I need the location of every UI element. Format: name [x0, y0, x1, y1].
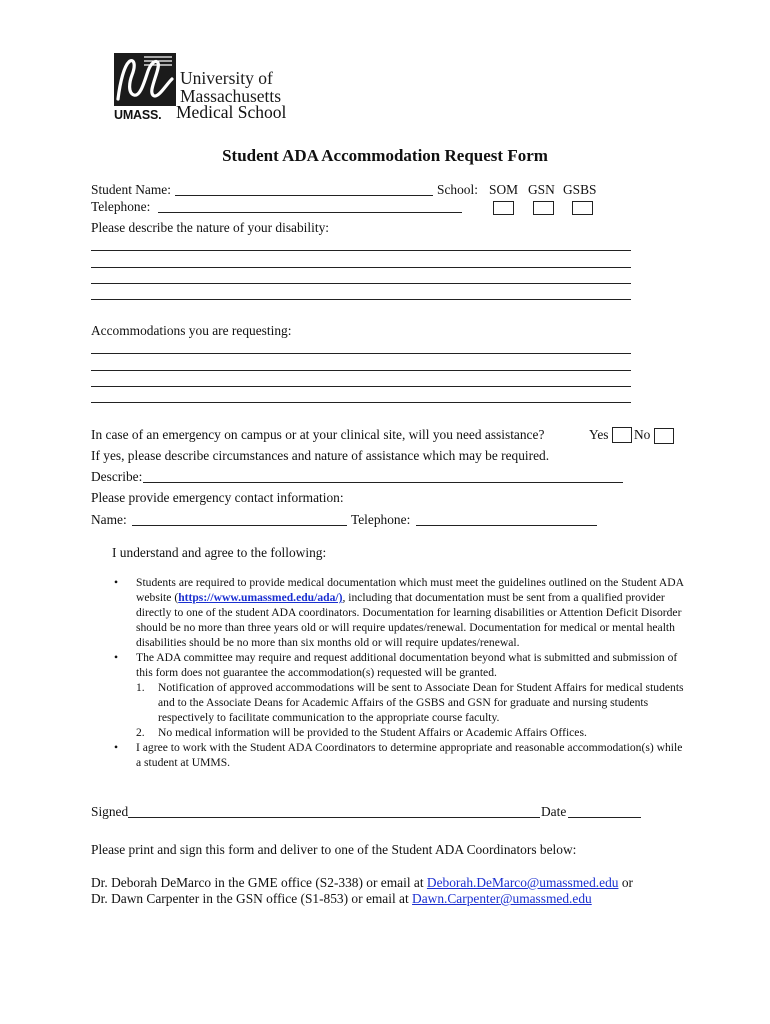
disability-line[interactable]	[91, 250, 631, 251]
bullet3-text: I agree to work with the Student ADA Coordinators to determine appropriate and reasonable accommodation(s) while a student at UMMS.	[136, 741, 683, 769]
telephone-field[interactable]	[158, 212, 462, 213]
coordinator-2-text: Dr. Dawn Carpenter in the GSN office (S1-853) or email at	[91, 891, 413, 906]
list-item	[114, 650, 684, 740]
telephone-label: Telephone:	[91, 199, 151, 214]
school-checkbox-gsbs[interactable]	[572, 201, 593, 215]
sub2-number: 2.	[136, 726, 145, 739]
if-yes-instruction: If yes, please describe circumstances and nature of assistance which may be required.	[91, 448, 550, 463]
coordinator-1-text: Dr. Deborah DeMarco in the GME office (S2-338) or email at	[91, 875, 427, 890]
emergency-question: In case of an emergency on campus or at your clinical site, will you need assistance?	[91, 427, 545, 442]
contact-name-field[interactable]	[132, 525, 347, 526]
umass-logo-icon	[114, 53, 176, 106]
coordinator-2-email-link[interactable]: Dawn.Carpenter@umassmed.edu	[412, 891, 592, 906]
logo-medical-school: Medical School	[176, 102, 287, 122]
accommodations-line[interactable]	[91, 353, 631, 354]
logo-university-of: University of	[180, 68, 273, 88]
disability-line[interactable]	[91, 283, 631, 284]
list-item	[136, 680, 684, 725]
accommodations-line[interactable]	[91, 402, 631, 403]
coordinator-1-email-link[interactable]: Deborah.DeMarco@umassmed.edu	[426, 875, 619, 890]
sub2-text: No medical information will be provided to the Student Affairs or Academic Affairs Offices.	[158, 726, 587, 739]
student-name-field[interactable]	[175, 195, 433, 196]
emergency-no-label: No	[634, 427, 651, 442]
school-option-som: SOM	[489, 182, 519, 197]
ada-website-link[interactable]: https://www.umassmed.edu/ada/)	[178, 591, 343, 604]
describe-label: Describe:	[91, 469, 143, 484]
agreement-list	[114, 575, 684, 770]
contact-name-label: Name:	[91, 512, 127, 527]
emergency-yes-label: Yes	[589, 427, 609, 442]
list-item	[136, 725, 684, 740]
coordinator-2	[91, 891, 592, 907]
bullet2-text: The ADA committee may require and request additional documentation beyond what is submitted and submission of this form does not guarantee the accommodation(s) requested will be granted.	[136, 651, 678, 679]
disability-line[interactable]	[91, 267, 631, 268]
delivery-instructions: Please print and sign this form and deliver to one of the Student ADA Coordinators below:	[91, 842, 577, 857]
signed-label: Signed	[91, 804, 129, 819]
emergency-contact-prompt: Please provide emergency contact information:	[91, 490, 344, 505]
school-checkbox-gsn[interactable]	[533, 201, 554, 215]
describe-field[interactable]	[143, 482, 623, 483]
school-label: School:	[437, 182, 478, 197]
school-option-gsn: GSN	[528, 182, 555, 197]
contact-telephone-field[interactable]	[416, 525, 597, 526]
bullet1-text-cont: , including that documentation must be sent from a qualified provider directly to one of the student ADA coordinators. Documentation for learning disabilities or Attention Deficit Disorder should be no more than three years old or will require updates/renewal. Documentation for medical or mental health disabilities should be no more than six months old or will require updates/renewal.	[136, 591, 682, 649]
logo-massachusetts: Massachusetts	[180, 86, 282, 106]
emergency-no-checkbox[interactable]	[654, 428, 674, 444]
list-item	[114, 740, 684, 770]
school-checkbox-som[interactable]	[493, 201, 514, 215]
school-option-gsbs: GSBS	[563, 182, 597, 197]
student-name-label: Student Name:	[91, 182, 171, 197]
sub-list	[136, 680, 684, 740]
date-field[interactable]	[568, 817, 641, 818]
date-label: Date	[541, 804, 567, 819]
page-title: Student ADA Accommodation Request Form	[222, 146, 548, 165]
bullet1-text: Students are required to provide medical documentation which must meet the guidelines outlined on the Student ADA website (	[136, 576, 684, 604]
signature-field[interactable]	[128, 817, 540, 818]
bullet-icon: •	[114, 651, 119, 664]
disability-prompt: Please describe the nature of your disability:	[91, 220, 329, 235]
bullet-icon: •	[114, 741, 119, 754]
accommodations-line[interactable]	[91, 370, 631, 371]
coordinator-1	[91, 875, 633, 891]
logo-umass-wordmark: UMASS.	[114, 108, 162, 122]
emergency-yes-checkbox[interactable]	[612, 427, 632, 443]
sub1-number: 1.	[136, 681, 145, 694]
agree-intro: I understand and agree to the following:	[112, 545, 327, 560]
coordinator-1-tail: or	[618, 875, 633, 890]
accommodations-prompt: Accommodations you are requesting:	[91, 323, 292, 338]
contact-telephone-label: Telephone:	[351, 512, 411, 527]
accommodations-line[interactable]	[91, 386, 631, 387]
disability-line[interactable]	[91, 299, 631, 300]
bullet-icon: •	[114, 576, 119, 589]
list-item	[114, 575, 684, 650]
sub1-text: Notification of approved accommodations will be sent to Associate Dean for Student Affairs for medical students and to the Associate Deans for Academic Affairs of the GSBS and GSN for graduate and nursing students respectively to facilitate communication to the appropriate course faculty.	[158, 681, 684, 724]
